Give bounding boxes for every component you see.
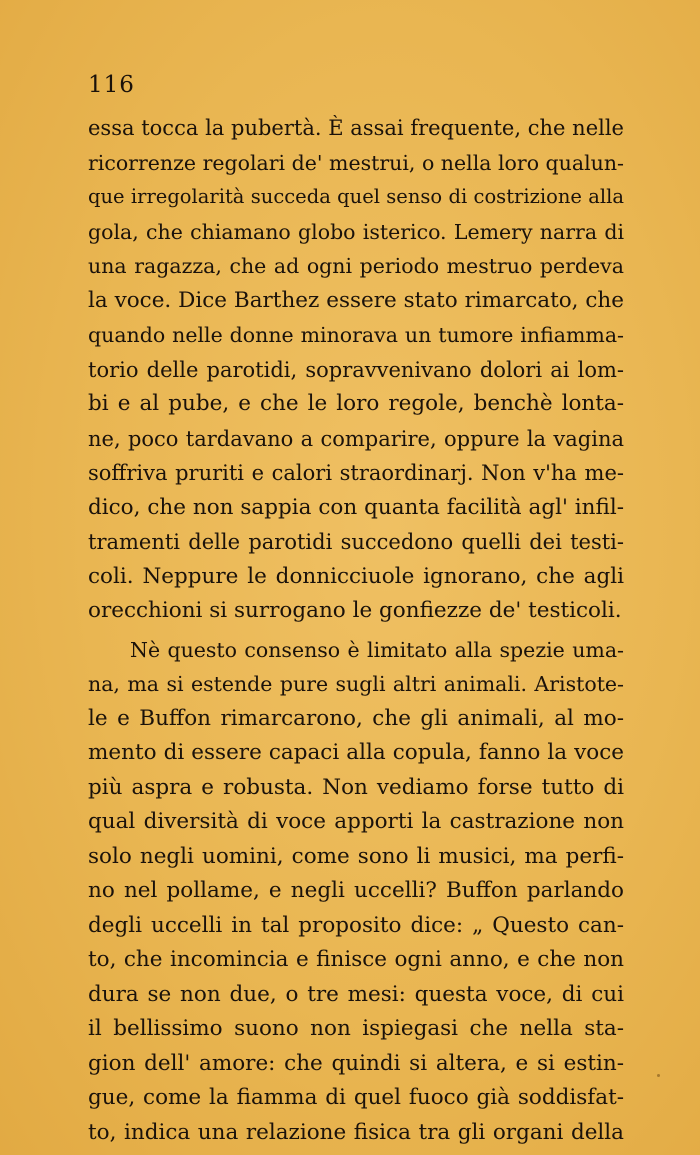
text-line: soffriva pruriti e calori straordinarj. Non v'ha me-: [88, 461, 624, 485]
text-line: degli uccelli in tal proposito dice: „ Questo can-: [88, 912, 624, 938]
paragraph-1: [88, 111, 624, 629]
text-line: no nel pollame, e negli uccelli? Buffon parlando: [88, 878, 624, 903]
text-line: coli. Neppure le donnicciuole ignorano, che agli: [88, 563, 624, 589]
text-line: orecchioni si surrogano le gonfiezze de' testicoli.: [88, 598, 622, 623]
text-line: solo negli uomini, come sono li musici, ma perfi-: [88, 843, 624, 869]
text-line: dico, che non sappia con quanta facilità agl' infil-: [88, 494, 624, 520]
text-line: le e Buffon rimarcarono, che gli animali, al mo-: [88, 705, 624, 731]
text-line: na, ma si estende pure sugli altri animali. Aristote-: [88, 672, 624, 696]
text-line: to, che incomincia e finisce ogni anno, e che non: [88, 947, 624, 972]
text-line: mento di essere capaci alla copula, fanno la voce: [88, 740, 624, 765]
text-line: essa tocca la pubertà. È assai frequente, che nelle: [88, 116, 624, 140]
text-line: que irregolarità succeda quel senso di costrizione alla: [88, 185, 624, 208]
text-line: Nè questo consenso è limitato alla spezie uma-: [130, 637, 624, 662]
text-line: bi e al pube, e che le loro regole, benchè lonta-: [88, 391, 624, 416]
text-line: gion dell' amore: che quindi si altera, e si estin-: [88, 1050, 624, 1076]
paragraph-2: [88, 633, 624, 1151]
paper-speck: [657, 1074, 660, 1077]
page-number: 116: [88, 72, 135, 98]
text-line: dura se non due, o tre mesi: questa voce, di cui: [88, 981, 624, 1007]
body-text: [88, 111, 624, 1150]
text-line: qual diversità di voce apporti la castrazione non: [88, 809, 624, 834]
text-line: la voce. Dice Barthez essere stato rimarcato, che: [88, 287, 624, 313]
text-line: gola, che chiamano globo isterico. Lemery narra di: [88, 219, 624, 244]
text-line: più aspra e robusta. Non vediamo forse tutto di: [88, 774, 624, 800]
text-line: una ragazza, che ad ogni periodo mestruo perdeva: [88, 254, 624, 278]
text-line: gue, come la fiamma di quel fuoco già soddisfat-: [88, 1085, 624, 1110]
text-line: quando nelle donne minorava un tumore infiamma-: [88, 323, 624, 347]
text-line: to, indica una relazione fisica tra gli organi della: [88, 1119, 624, 1145]
text-line: ricorrenze regolari de' mestrui, o nella loro qualun-: [88, 150, 624, 175]
text-line: tramenti delle parotidi succedono quelli dei testi-: [88, 530, 624, 554]
text-line: torio delle parotidi, sopravvenivano dolori ai lom-: [88, 357, 624, 382]
text-line: il bellissimo suono non ispiegasi che nella sta-: [88, 1016, 624, 1041]
text-line: ne, poco tardavano a comparire, oppure la vagina: [88, 426, 624, 451]
